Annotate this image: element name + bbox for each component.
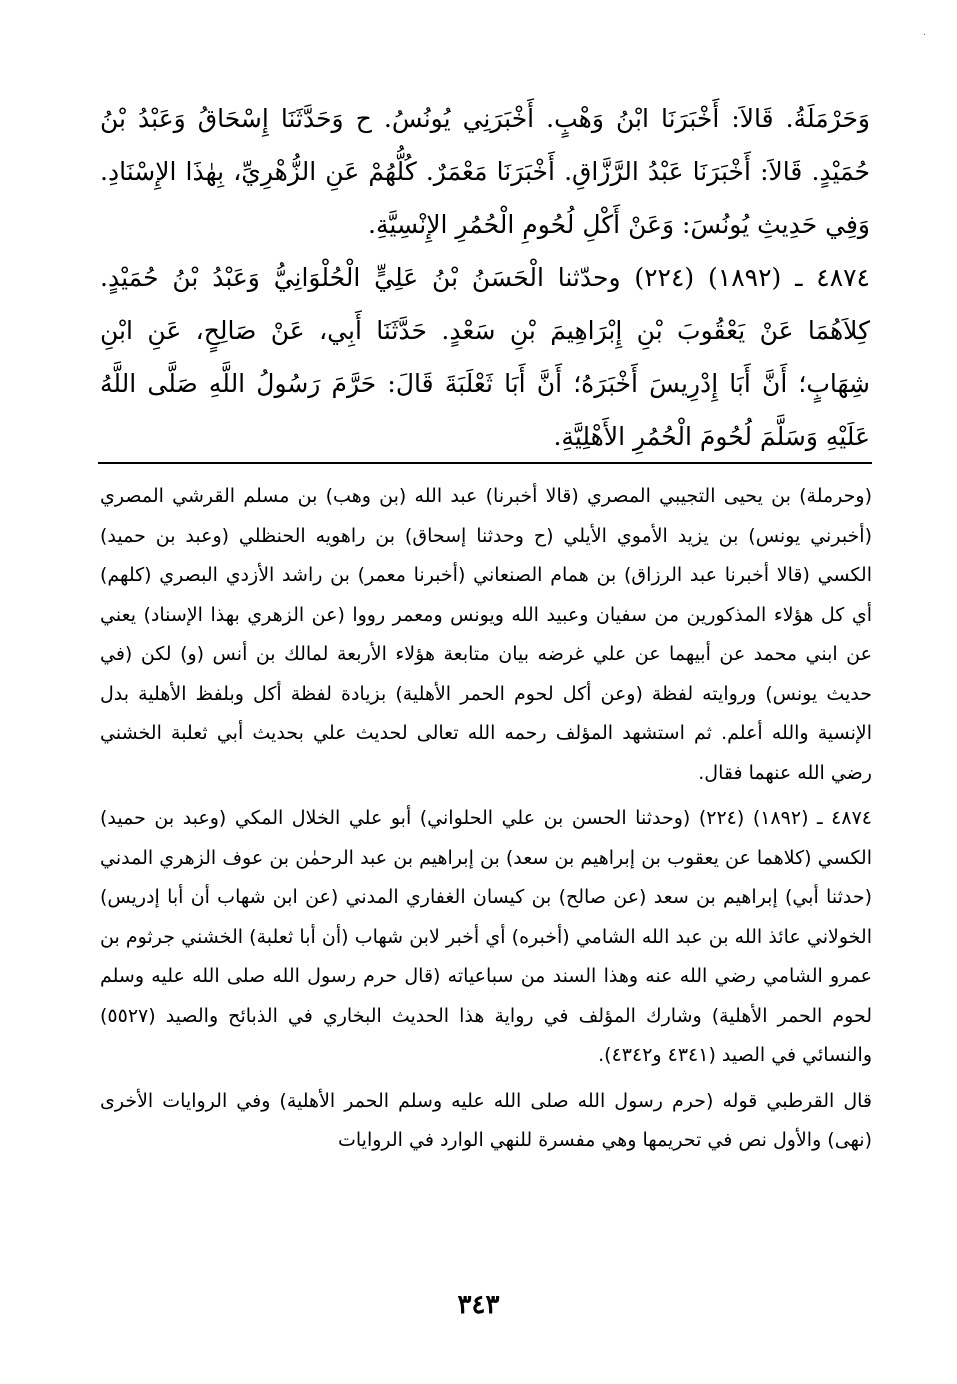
footnote-divider [98, 462, 872, 464]
commentary-paragraph: قال القرطبي قوله (حرم رسول الله صلى الله عليه وسلم الحمر الأهلية) وفي الروايات الأخرى (نهى) والأول نص في تحريمها وهي مفسرة للنهي الوارد في الروايات [100, 1089, 872, 1151]
commentary-block [100, 477, 872, 1167]
hadith-paragraph: ٤٨٧٤ ـ (١٨٩٢) (٢٢٤) وحدّثنا الْحَسَنُ بْنُ عَلِيٍّ الْحُلْوَانِيُّ وَعَبْدُ بْنُ حُمَيْدٍ. كِلاَهُمَا عَنْ يَعْقُوبَ بْنِ إِبْرَاهِيمَ بْنِ سَعْدٍ. حَدَّثَنَا أَبِي، عَنْ صَالِحٍ، عَنِ ابْنِ شِهَابٍ؛ أَنَّ أَبَا إِدْرِيسَ أَخْبَرَهُ؛ أَنَّ أَبَا ثَعْلَبَةَ قَالَ: حَرَّمَ رَسُولُ اللَّهِ صَلَّى اللَّهُ عَلَيْهِ وَسَلَّمَ لُحُومَ الْحُمُرِ الأَهْلِيَّةِ. [100, 263, 870, 451]
commentary-paragraph: ٤٨٧٤ ـ (١٨٩٢) (٢٢٤) (وحدثنا الحسن بن علي الحلواني) أبو علي الخلال المكي (وعبد بن حميد) الكسي (كلاهما عن يعقوب بن إبراهيم بن سعد) بن إبراهيم بن عبد الرحمٰن بن عوف الزهري المدني (حدثنا أبي) إبراهيم بن سعد (عن صالح) بن كيسان الغفاري المدني (عن ابن شهاب أن أبا إدريس) الخولاني عائذ الله بن عبد الله الشامي (أخبره) أي أخبر لابن شهاب (أن أبا ثعلبة) الخشني جرثوم بن عمرو الشامي رضي الله عنه وهذا السند من سباعياته (قال حرم رسول الله صلى الله عليه وسلم لحوم الحمر الأهلية) وشارك المؤلف في رواية هذا الحديث البخاري في الذبائح والصيد (٥٥٢٧) والنسائي في الصيد (٤٣٤١ و٤٣٤٢). [100, 807, 872, 1066]
commentary-paragraph: (وحرملة) بن يحيى التجيبي المصري (قالا أخبرنا) عبد الله (بن وهب) بن مسلم القرشي المصري (أخبرني يونس) بن يزيد الأموي الأيلي (ح وحدثنا إسحاق) بن راهويه الحنظلي (وعبد بن حميد) الكسي (قالا أخبرنا عبد الرزاق) بن همام الصنعاني (أخبرنا معمر) بن راشد الأزدي البصري (كلهم) أي كل هؤلاء المذكورين من سفيان وعبيد الله ويونس ومعمر رووا (عن الزهري بهذا الإسناد) يعني عن ابني محمد عن أبيهما عن علي غرضه بيان متابعة هؤلاء الأربعة لمالك بن أنس (و) لكن (في حديث يونس) وروايته لفظة (وعن أكل لحوم الحمر الأهلية) بزيادة لفظة أكل وبلفظ الأهلية بدل الإنسية والله أعلم. ثم استشهد المؤلف رحمه الله تعالى لحديث علي بحديث أبي ثعلبة الخشني رضي الله عنهما فقال. [100, 485, 872, 784]
hadith-text-block [100, 92, 870, 463]
page-number: ٣٤٣ [457, 1290, 500, 1320]
corner-mark: ٠ [922, 30, 927, 40]
hadith-paragraph: وَحَرْمَلَةُ. قَالاَ: أَخْبَرَنَا ابْنُ وَهْبٍ. أَخْبَرَنِي يُونُسُ. ح وَحَدَّثَنَا إِسْحَاقُ وَعَبْدُ بْنُ حُمَيْدٍ. قَالاَ: أَخْبَرَنَا عَبْدُ الرَّزَّاقِ. أَخْبَرَنَا مَعْمَرٌ. كُلُّهُمْ عَنِ الزُّهْرِيِّ، بِهٰذَا الإِسْنَادِ. وَفِي حَدِيثِ يُونُسَ: وَعَنْ أَكْلِ لُحُومِ الْحُمُرِ الإِنْسِيَّةِ. [100, 104, 870, 239]
